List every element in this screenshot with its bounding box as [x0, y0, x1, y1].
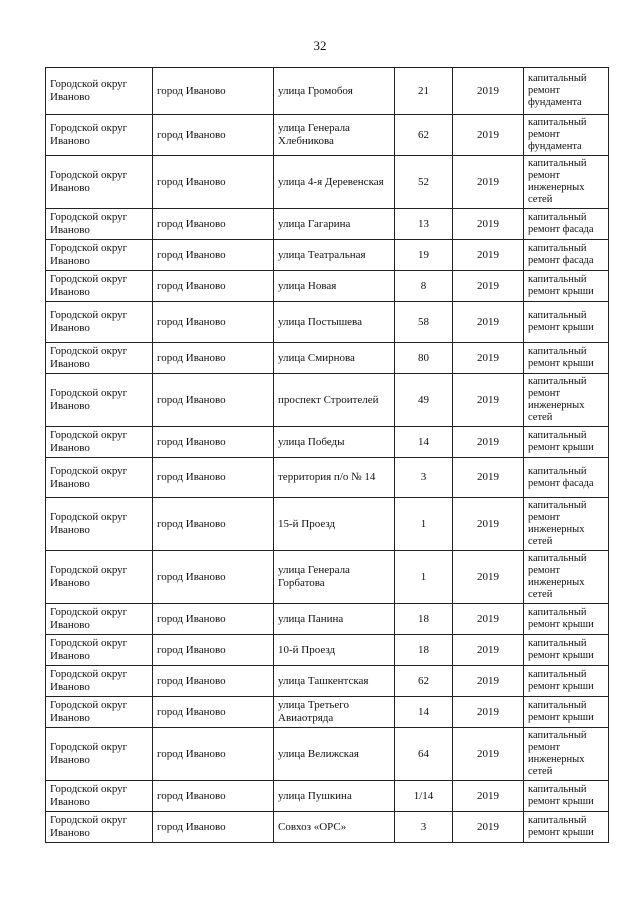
cell-work-type: капитальный ремонт крыши — [524, 697, 609, 728]
table-row — [46, 812, 609, 843]
cell-year: 2019 — [453, 427, 524, 458]
cell-street: улица Театральная — [274, 240, 395, 271]
cell-municipality: Городской округ Иваново — [46, 115, 153, 156]
cell-municipality: Городской округ Иваново — [46, 209, 153, 240]
cell-work-type: капитальный ремонт крыши — [524, 781, 609, 812]
cell-house-number: 8 — [395, 271, 453, 302]
cell-settlement: город Иваново — [153, 498, 274, 551]
cell-settlement: город Иваново — [153, 697, 274, 728]
cell-work-type: капитальный ремонт крыши — [524, 604, 609, 635]
cell-work-type: капитальный ремонт крыши — [524, 271, 609, 302]
cell-street: улица Победы — [274, 427, 395, 458]
cell-municipality: Городской округ Иваново — [46, 697, 153, 728]
cell-year: 2019 — [453, 68, 524, 115]
cell-settlement: город Иваново — [153, 156, 274, 209]
cell-municipality: Городской округ Иваново — [46, 812, 153, 843]
cell-house-number: 62 — [395, 115, 453, 156]
cell-work-type: капитальный ремонт инженерных сетей — [524, 374, 609, 427]
cell-municipality: Городской округ Иваново — [46, 271, 153, 302]
cell-settlement: город Иваново — [153, 781, 274, 812]
table-row — [46, 240, 609, 271]
table-body — [46, 68, 609, 843]
table-row — [46, 498, 609, 551]
cell-year: 2019 — [453, 697, 524, 728]
cell-municipality: Городской округ Иваново — [46, 427, 153, 458]
cell-year: 2019 — [453, 240, 524, 271]
cell-work-type: капитальный ремонт инженерных сетей — [524, 156, 609, 209]
cell-street: улица Новая — [274, 271, 395, 302]
cell-house-number: 1 — [395, 551, 453, 604]
cell-house-number: 21 — [395, 68, 453, 115]
cell-municipality: Городской округ Иваново — [46, 604, 153, 635]
cell-municipality: Городской округ Иваново — [46, 728, 153, 781]
cell-street: улица Генерала Горбатова — [274, 551, 395, 604]
cell-year: 2019 — [453, 635, 524, 666]
cell-settlement: город Иваново — [153, 374, 274, 427]
table-row — [46, 209, 609, 240]
table-row — [46, 666, 609, 697]
cell-year: 2019 — [453, 604, 524, 635]
cell-settlement: город Иваново — [153, 240, 274, 271]
cell-year: 2019 — [453, 374, 524, 427]
cell-year: 2019 — [453, 115, 524, 156]
cell-year: 2019 — [453, 156, 524, 209]
cell-year: 2019 — [453, 343, 524, 374]
cell-street: улица Постышева — [274, 302, 395, 343]
cell-house-number: 18 — [395, 604, 453, 635]
cell-work-type: капитальный ремонт фасада — [524, 240, 609, 271]
cell-settlement: город Иваново — [153, 728, 274, 781]
cell-street: улица Ташкентская — [274, 666, 395, 697]
cell-year: 2019 — [453, 302, 524, 343]
cell-street: улица Пушкина — [274, 781, 395, 812]
cell-street: Совхоз «ОРС» — [274, 812, 395, 843]
cell-house-number: 14 — [395, 427, 453, 458]
cell-municipality: Городской округ Иваново — [46, 498, 153, 551]
cell-year: 2019 — [453, 812, 524, 843]
cell-settlement: город Иваново — [153, 271, 274, 302]
table-row — [46, 604, 609, 635]
cell-municipality: Городской округ Иваново — [46, 635, 153, 666]
table-row — [46, 343, 609, 374]
cell-house-number: 62 — [395, 666, 453, 697]
cell-year: 2019 — [453, 666, 524, 697]
cell-street: 15-й Проезд — [274, 498, 395, 551]
cell-year: 2019 — [453, 271, 524, 302]
cell-work-type: капитальный ремонт крыши — [524, 666, 609, 697]
cell-house-number: 13 — [395, 209, 453, 240]
cell-work-type: капитальный ремонт крыши — [524, 427, 609, 458]
cell-municipality: Городской округ Иваново — [46, 68, 153, 115]
cell-work-type: капитальный ремонт крыши — [524, 343, 609, 374]
cell-work-type: капитальный ремонт фундамента — [524, 115, 609, 156]
cell-year: 2019 — [453, 728, 524, 781]
table-row — [46, 115, 609, 156]
cell-house-number: 18 — [395, 635, 453, 666]
repair-schedule-table — [45, 67, 609, 843]
cell-house-number: 3 — [395, 812, 453, 843]
table-row — [46, 374, 609, 427]
table-row — [46, 635, 609, 666]
cell-settlement: город Иваново — [153, 458, 274, 498]
cell-municipality: Городской округ Иваново — [46, 156, 153, 209]
cell-work-type: капитальный ремонт инженерных сетей — [524, 551, 609, 604]
table-row — [46, 728, 609, 781]
cell-street: улица Смирнова — [274, 343, 395, 374]
cell-settlement: город Иваново — [153, 666, 274, 697]
cell-house-number: 14 — [395, 697, 453, 728]
cell-work-type: капитальный ремонт фасада — [524, 458, 609, 498]
cell-street: улица Панина — [274, 604, 395, 635]
cell-work-type: капитальный ремонт фундамента — [524, 68, 609, 115]
cell-municipality: Городской округ Иваново — [46, 374, 153, 427]
cell-house-number: 64 — [395, 728, 453, 781]
cell-settlement: город Иваново — [153, 635, 274, 666]
cell-work-type: капитальный ремонт фасада — [524, 209, 609, 240]
cell-municipality: Городской округ Иваново — [46, 458, 153, 498]
cell-street: улица Велижская — [274, 728, 395, 781]
cell-house-number: 1 — [395, 498, 453, 551]
cell-year: 2019 — [453, 781, 524, 812]
cell-house-number: 52 — [395, 156, 453, 209]
cell-street: территория п/о № 14 — [274, 458, 395, 498]
cell-municipality: Городской округ Иваново — [46, 551, 153, 604]
cell-house-number: 19 — [395, 240, 453, 271]
cell-settlement: город Иваново — [153, 812, 274, 843]
cell-work-type: капитальный ремонт крыши — [524, 635, 609, 666]
cell-settlement: город Иваново — [153, 209, 274, 240]
cell-street: улица Генерала Хлебникова — [274, 115, 395, 156]
cell-settlement: город Иваново — [153, 551, 274, 604]
cell-municipality: Городской округ Иваново — [46, 240, 153, 271]
cell-street: улица Третьего Авиаотряда — [274, 697, 395, 728]
cell-year: 2019 — [453, 551, 524, 604]
cell-work-type: капитальный ремонт инженерных сетей — [524, 728, 609, 781]
table-row — [46, 302, 609, 343]
table-row — [46, 271, 609, 302]
cell-street: проспект Строителей — [274, 374, 395, 427]
cell-street: улица 4-я Деревенская — [274, 156, 395, 209]
cell-settlement: город Иваново — [153, 68, 274, 115]
cell-work-type: капитальный ремонт инженерных сетей — [524, 498, 609, 551]
cell-settlement: город Иваново — [153, 302, 274, 343]
table-row — [46, 156, 609, 209]
cell-work-type: капитальный ремонт крыши — [524, 812, 609, 843]
cell-house-number: 1/14 — [395, 781, 453, 812]
cell-street: улица Гагарина — [274, 209, 395, 240]
cell-municipality: Городской округ Иваново — [46, 781, 153, 812]
cell-house-number: 49 — [395, 374, 453, 427]
cell-street: улица Громобоя — [274, 68, 395, 115]
table-row — [46, 697, 609, 728]
cell-year: 2019 — [453, 209, 524, 240]
cell-municipality: Городской округ Иваново — [46, 343, 153, 374]
table-row — [46, 68, 609, 115]
table-row — [46, 427, 609, 458]
cell-work-type: капитальный ремонт крыши — [524, 302, 609, 343]
cell-municipality: Городской округ Иваново — [46, 302, 153, 343]
cell-year: 2019 — [453, 458, 524, 498]
page-number: 32 — [313, 38, 327, 53]
cell-settlement: город Иваново — [153, 115, 274, 156]
cell-street: 10-й Проезд — [274, 635, 395, 666]
cell-house-number: 80 — [395, 343, 453, 374]
table-row — [46, 781, 609, 812]
cell-settlement: город Иваново — [153, 427, 274, 458]
cell-settlement: город Иваново — [153, 343, 274, 374]
table-row — [46, 458, 609, 498]
cell-house-number: 58 — [395, 302, 453, 343]
cell-house-number: 3 — [395, 458, 453, 498]
table-row — [46, 551, 609, 604]
cell-municipality: Городской округ Иваново — [46, 666, 153, 697]
cell-year: 2019 — [453, 498, 524, 551]
cell-settlement: город Иваново — [153, 604, 274, 635]
